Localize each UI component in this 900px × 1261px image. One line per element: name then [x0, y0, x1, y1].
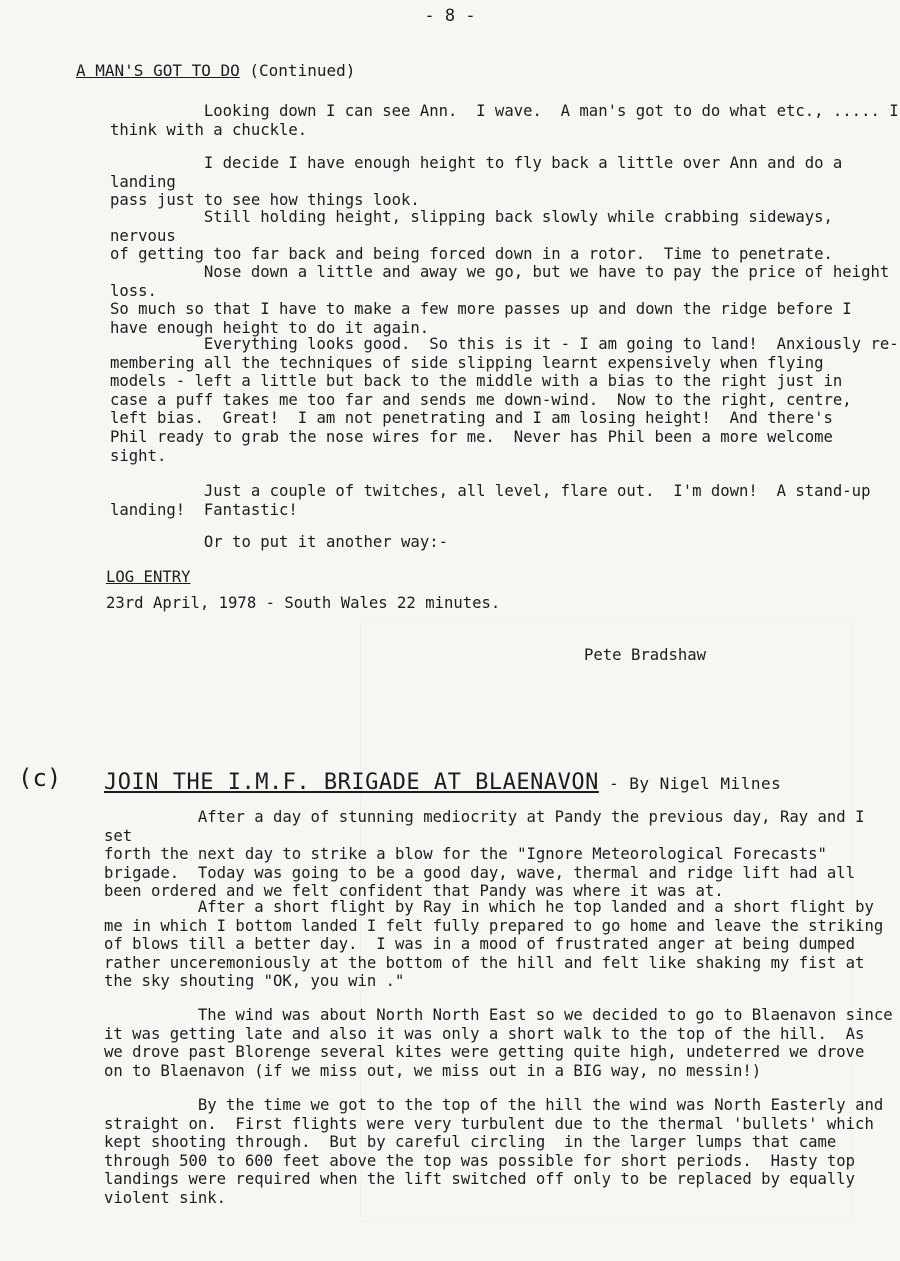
article2-paragraph: After a day of stunning mediocrity at Pandy the previous day, Ray and I set forth the next day to strike a blow for the "Ignore Meteorological Forecasts" brigade. Today was going to be a good day, wave, thermal and ridge lift had all been ordered and we felt confident that Pandy was where it was at.: [104, 808, 865, 901]
article2-byline: - By Nigel Milnes: [598, 774, 782, 793]
page-number: - 8 -: [424, 6, 476, 26]
article1-author: Pete Bradshaw: [584, 646, 707, 664]
article2-paragraph: After a short flight by Ray in which he top landed and a short flight by me in which I bottom landed I felt fully prepared to go home and leave the striking of blows till a better day. I was in a mood of frustrated anger at being dumped rather unceremoniously at the bottom of the hill and felt like shaking my fist at the sky shouting "OK, you win .": [104, 898, 884, 991]
article1-heading: [76, 61, 355, 80]
log-entry-text: 23rd April, 1978 - South Wales 22 minutes.: [106, 594, 501, 612]
article2-title: JOIN THE I.M.F. BRIGADE AT BLAENAVON: [104, 770, 599, 795]
article1-title: A MAN'S GOT TO DO: [76, 61, 240, 80]
article1-paragraph: Nose down a little and away we go, but we have to pay the price of height loss. So much so that I have to make a few more passes up and down the ridge before I have enough height to do it again.: [110, 263, 890, 337]
article1-paragraph: Still holding height, slipping back slowly while crabbing sideways, nervous of getting too far back and being forced down in a rotor. Time to penetrate.: [110, 208, 833, 264]
article1-paragraph: Looking down I can see Ann. I wave. A man's got to do what etc., ..... I think with a chuckle.: [110, 102, 899, 139]
article1-paragraph: I decide I have enough height to fly back a little over Ann and do a landing pass just to see how things look.: [110, 154, 843, 210]
article2-paragraph: The wind was about North North East so we decided to go to Blaenavon since it was getting late and also it was only a short walk to the top of the hill. As we drove past Blorenge several kites were getting quite high, undeterred we drove on to Blaenavon (if we miss out, we miss out in a BIG way, no messin!): [104, 1006, 893, 1080]
section-marker: (c): [18, 764, 62, 792]
article1-paragraph: Just a couple of twitches, all level, flare out. I'm down! A stand-up landing! Fantastic!: [110, 482, 871, 519]
article2-paragraph: By the time we got to the top of the hill the wind was North Easterly and straight on. First flights were very turbulent due to the thermal 'bullets' which kept shooting through. But by careful circling in the larger lumps that came through 500 to 600 feet above the top was possible for short periods. Hasty top landings were required when the lift switched off only to be replaced by equally violent sink.: [104, 1096, 884, 1207]
article1-paragraph: Everything looks good. So this is it - I am going to land! Anxiously re- membering all the techniques of side slipping learnt expensively when flying models - left a little but back to the middle with a bias to the right just in case a puff takes me too far and sends me down-wind. Now to the right, centre, left bias. Great! I am not penetrating and I am losing height! And there's Phil ready to grab the nose wires for me. Never has Phil been a more welcome sight.: [110, 335, 899, 465]
article2-heading: [104, 770, 781, 795]
article1-paragraph: Or to put it another way:-: [110, 533, 448, 551]
article1-title-suffix: (Continued): [239, 61, 356, 80]
log-entry-label: LOG ENTRY: [106, 568, 191, 586]
